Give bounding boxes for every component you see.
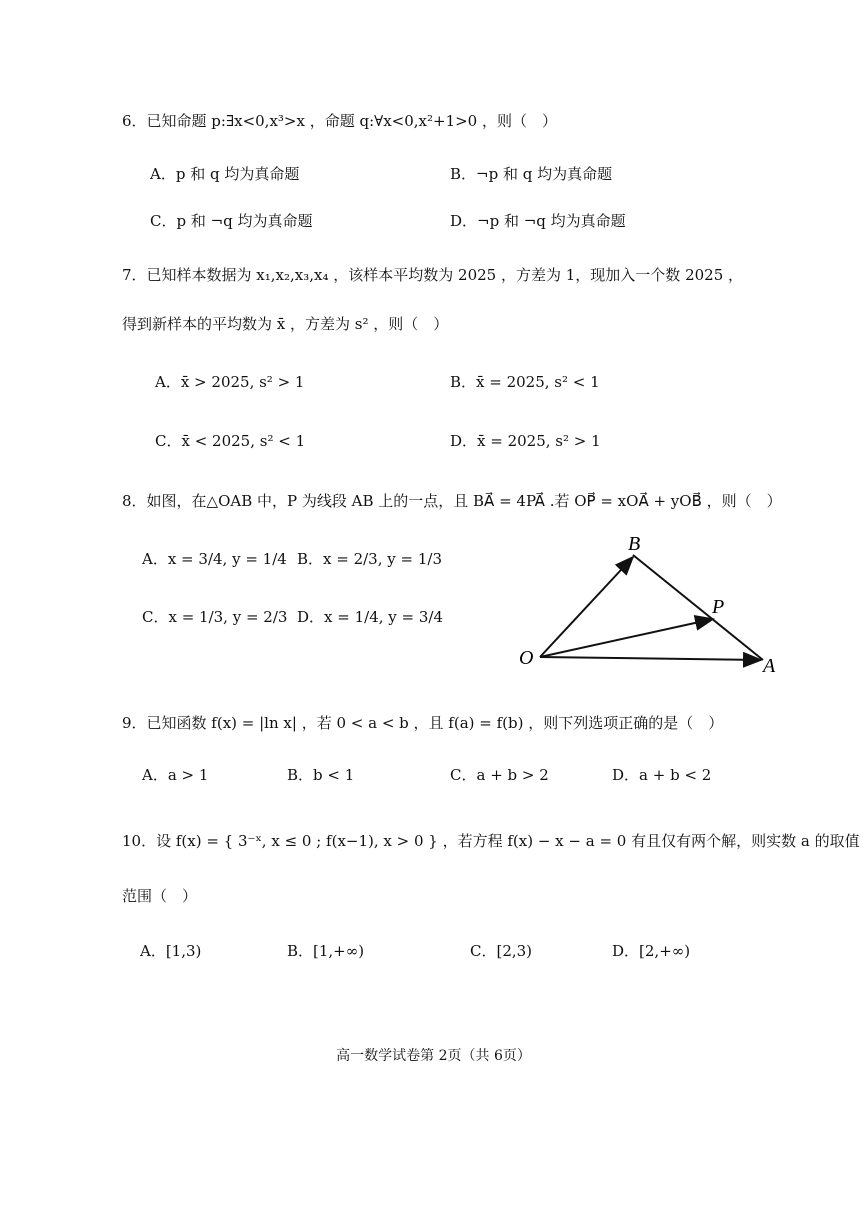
vector-oa	[540, 657, 761, 660]
question-8-stem: 8．如图，在△OAB 中，P 为线段 AB 上的一点，且 BA⃗ = 4PA⃗ .若 OP⃗ = xOA⃗ + yOB⃗ ，则（ ）	[122, 492, 782, 510]
question-7-stem-line1: 7．已知样本数据为 x₁,x₂,x₃,x₄ ，该样本平均数为 2025 ，方差为 1，现加入一个数 2025 ，	[122, 266, 744, 284]
segment-ba	[633, 555, 763, 660]
question-8-option-a: A．x = 3/4, y = 1/4	[142, 550, 287, 568]
question-10-option-c: C．[2,3)	[470, 942, 533, 960]
question-9-option-c: C．a + b > 2	[450, 766, 549, 784]
question-8-option-d: D．x = 1/4, y = 3/4	[297, 608, 443, 626]
label-p: P	[712, 596, 725, 618]
question-10-option-a: A．[1,3)	[140, 942, 202, 960]
question-8-option-c: C．x = 1/3, y = 2/3	[142, 608, 288, 626]
question-7-option-a: A．x̄ > 2025, s² > 1	[155, 373, 305, 391]
label-b: B	[628, 533, 641, 555]
question-10-option-d: D．[2,+∞)	[612, 942, 691, 960]
question-9-option-a: A．a > 1	[142, 766, 209, 784]
question-6-stem: 6．已知命题 p:∃x<0,x³>x ，命题 q:∀x<0,x²+1>0 ，则（ ）	[122, 112, 557, 130]
question-10-option-b: B．[1,+∞)	[287, 942, 365, 960]
question-6-option-b: B．¬p 和 q 均为真命题	[450, 165, 613, 183]
question-7-option-d: D．x̄ = 2025, s² > 1	[450, 432, 601, 450]
question-6-option-c: C．p 和 ¬q 均为真命题	[150, 212, 313, 230]
vector-ob	[540, 557, 633, 657]
question-7-option-c: C．x̄ < 2025, s² < 1	[155, 432, 306, 450]
question-6-option-a: A．p 和 q 均为真命题	[150, 165, 300, 183]
question-9-option-b: B．b < 1	[287, 766, 355, 784]
question-10-stem-line2: 范围（ ）	[122, 887, 198, 905]
question-8-option-b: B．x = 2/3, y = 1/3	[297, 550, 442, 568]
label-a: A	[763, 655, 776, 677]
triangle-oab-figure	[515, 530, 785, 680]
question-6-option-d: D．¬p 和 ¬q 均为真命题	[450, 212, 626, 230]
label-o: O	[519, 647, 534, 669]
page-footer: 高一数学试卷第 2页（共 6页）	[336, 1048, 531, 1064]
question-9-option-d: D．a + b < 2	[612, 766, 712, 784]
question-7-option-b: B．x̄ = 2025, s² < 1	[450, 373, 600, 391]
question-7-stem-line2: 得到新样本的平均数为 x̄ ，方差为 s² ，则（ ）	[122, 315, 449, 333]
question-9-stem: 9．已知函数 f(x) = |ln x| ，若 0 < a < b ，且 f(a) = f(b) ，则下列选项正确的是（ ）	[122, 714, 724, 732]
vector-op	[540, 619, 713, 657]
question-10-stem-line1: 10．设 f(x) = { 3⁻ˣ, x ≤ 0 ; f(x−1), x > 0 } ，若方程 f(x) − x − a = 0 有且仅有两个解，则实数 a 的取值	[122, 832, 860, 850]
